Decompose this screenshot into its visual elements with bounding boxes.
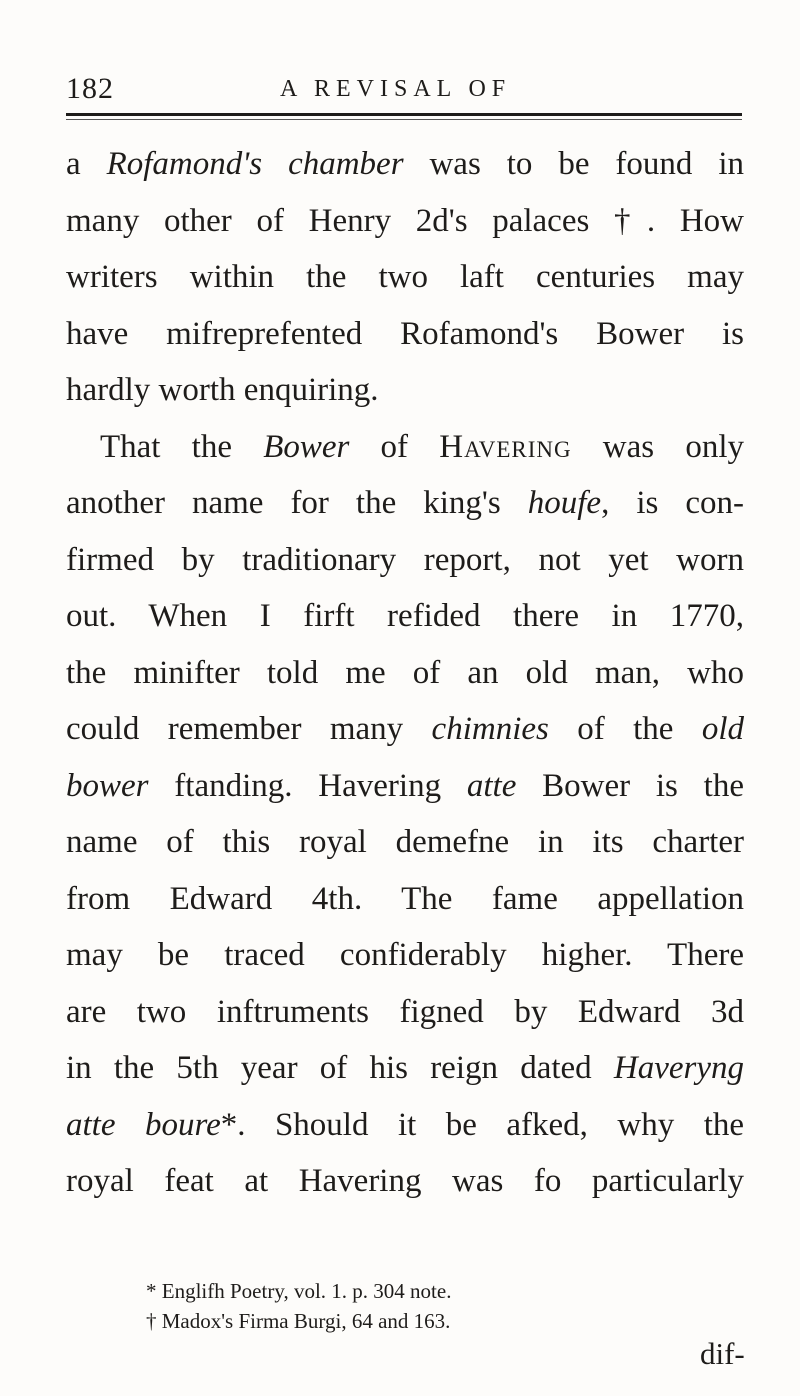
text-line: may be traced confiderably higher. There [66, 937, 744, 973]
text-line: in the 5th year of his reign dated Haveryng [66, 1050, 744, 1086]
text-line: a Rofamond's chamber was to be found in [66, 146, 744, 182]
text-line: writers within the two laft centuries may [66, 259, 744, 295]
footnotes [66, 1276, 746, 1336]
running-header [66, 72, 742, 112]
text-line: could remember many chimnies of the old [66, 711, 744, 747]
text-line: atte boure*. Should it be afked, why the [66, 1106, 745, 1143]
text-line: are two inftruments figned by Edward 3d [66, 993, 744, 1030]
text-line: from Edward 4th. The fame appellation [66, 880, 744, 917]
text-line: royal feat at Havering was fo particularly [66, 1163, 744, 1199]
text-line: That the Bower of Havering was only [100, 428, 744, 465]
text-line: many other of Henry 2d's palaces †. How [66, 202, 744, 239]
page-number: 182 [66, 72, 114, 105]
text-line: bower ftanding. Havering atte Bower is the [66, 767, 744, 804]
footnote-dagger: † Madox's Firma Burgi, 64 and 163. [146, 1309, 451, 1333]
text-line: firmed by traditionary report, not yet worn [66, 541, 744, 578]
footnote-star: * Englifh Poetry, vol. 1. p. 304 note. [146, 1279, 452, 1303]
text-line: name of this royal demefne in its charter [66, 824, 744, 860]
text-line: hardly worth enquiring. [66, 372, 379, 408]
header-rule-thin [66, 119, 742, 120]
header-rule [66, 113, 742, 116]
catchword: dif- [700, 1336, 745, 1371]
text-line: another name for the king's houfe, is con- [66, 485, 744, 521]
text-line: have mifreprefented Rofamond's Bower is [66, 315, 744, 352]
text-line: the minifter told me of an old man, who [66, 654, 744, 691]
main-text [66, 136, 744, 1210]
text-line: out. When I firft refided there in 1770, [66, 598, 744, 634]
running-title: A REVISAL OF [280, 76, 512, 102]
